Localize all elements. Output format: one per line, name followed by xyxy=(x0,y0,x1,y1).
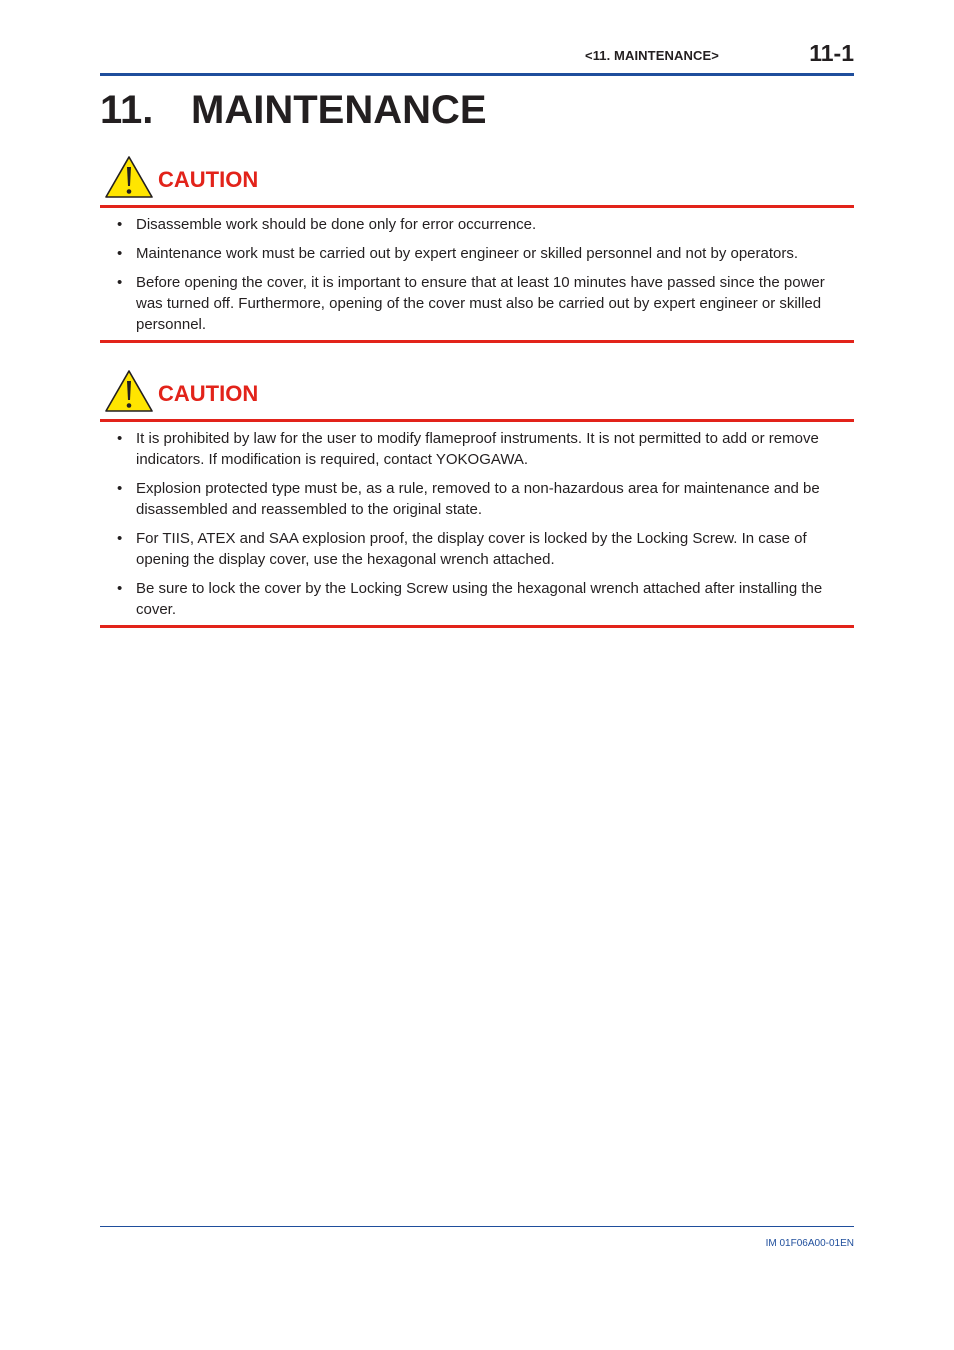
header-page-number: 11-1 xyxy=(809,40,854,66)
chapter-number: 11. xyxy=(100,88,154,132)
list-item xyxy=(100,272,854,335)
list-item xyxy=(100,578,854,620)
bullet: • xyxy=(117,216,123,233)
list-item-text: For TIIS, ATEX and SAA explosion proof, the display cover is locked by the Locking Screw. In case of opening the display cover, use the hexagonal wrench attached. xyxy=(136,530,807,568)
list-item-text: Maintenance work must be carried out by expert engineer or skilled personnel and not by operators. xyxy=(136,245,799,262)
chapter-title-text: MAINTENANCE xyxy=(191,88,487,132)
header-section-title: <11. MAINTENANCE> xyxy=(585,48,719,63)
list-item xyxy=(100,214,854,235)
caution-list xyxy=(100,422,854,625)
caution-label: CAUTION xyxy=(158,381,259,406)
bullet: • xyxy=(117,430,123,447)
caution-list xyxy=(100,208,854,340)
list-item-text: Disassemble work should be done only for error occurrence. xyxy=(136,216,537,233)
bullet: • xyxy=(117,480,123,497)
bullet: • xyxy=(117,245,123,262)
list-item-text: Explosion protected type must be, as a rule, removed to a non-hazardous area for maintenance and be disassembled and reassembled to the original state. xyxy=(136,480,820,518)
list-item xyxy=(100,478,854,520)
bullet: • xyxy=(117,274,123,291)
list-item xyxy=(100,528,854,570)
caution-header xyxy=(100,369,854,419)
chapter-title xyxy=(100,84,854,136)
caution-block-1 xyxy=(100,155,854,343)
list-item xyxy=(100,243,854,264)
footer-document-id: IM 01F06A00-01EN xyxy=(765,1238,854,1249)
list-item xyxy=(100,428,854,470)
caution-bottom-rule xyxy=(100,340,854,343)
bullet: • xyxy=(117,530,123,547)
list-item-text: Before opening the cover, it is important to ensure that at least 10 minutes have passed since the power was turned off. Furthermore, opening of the cover must also be carried out by expert engineer or skilled personnel. xyxy=(136,274,825,333)
footer-rule xyxy=(100,1226,854,1227)
list-item-text: It is prohibited by law for the user to modify flameproof instruments. It is not permitted to add or remove indicators. If modification is required, contact YOKOGAWA. xyxy=(136,430,819,468)
caution-header xyxy=(100,155,854,205)
caution-block-2 xyxy=(100,369,854,628)
bullet: • xyxy=(117,580,123,597)
caution-bottom-rule xyxy=(100,625,854,628)
warning-triangle-icon xyxy=(104,369,154,413)
header-rule xyxy=(100,73,854,76)
list-item-text: Be sure to lock the cover by the Locking Screw using the hexagonal wrench attached after installing the cover. xyxy=(136,580,823,618)
warning-triangle-icon xyxy=(104,155,154,199)
caution-label: CAUTION xyxy=(158,167,259,192)
